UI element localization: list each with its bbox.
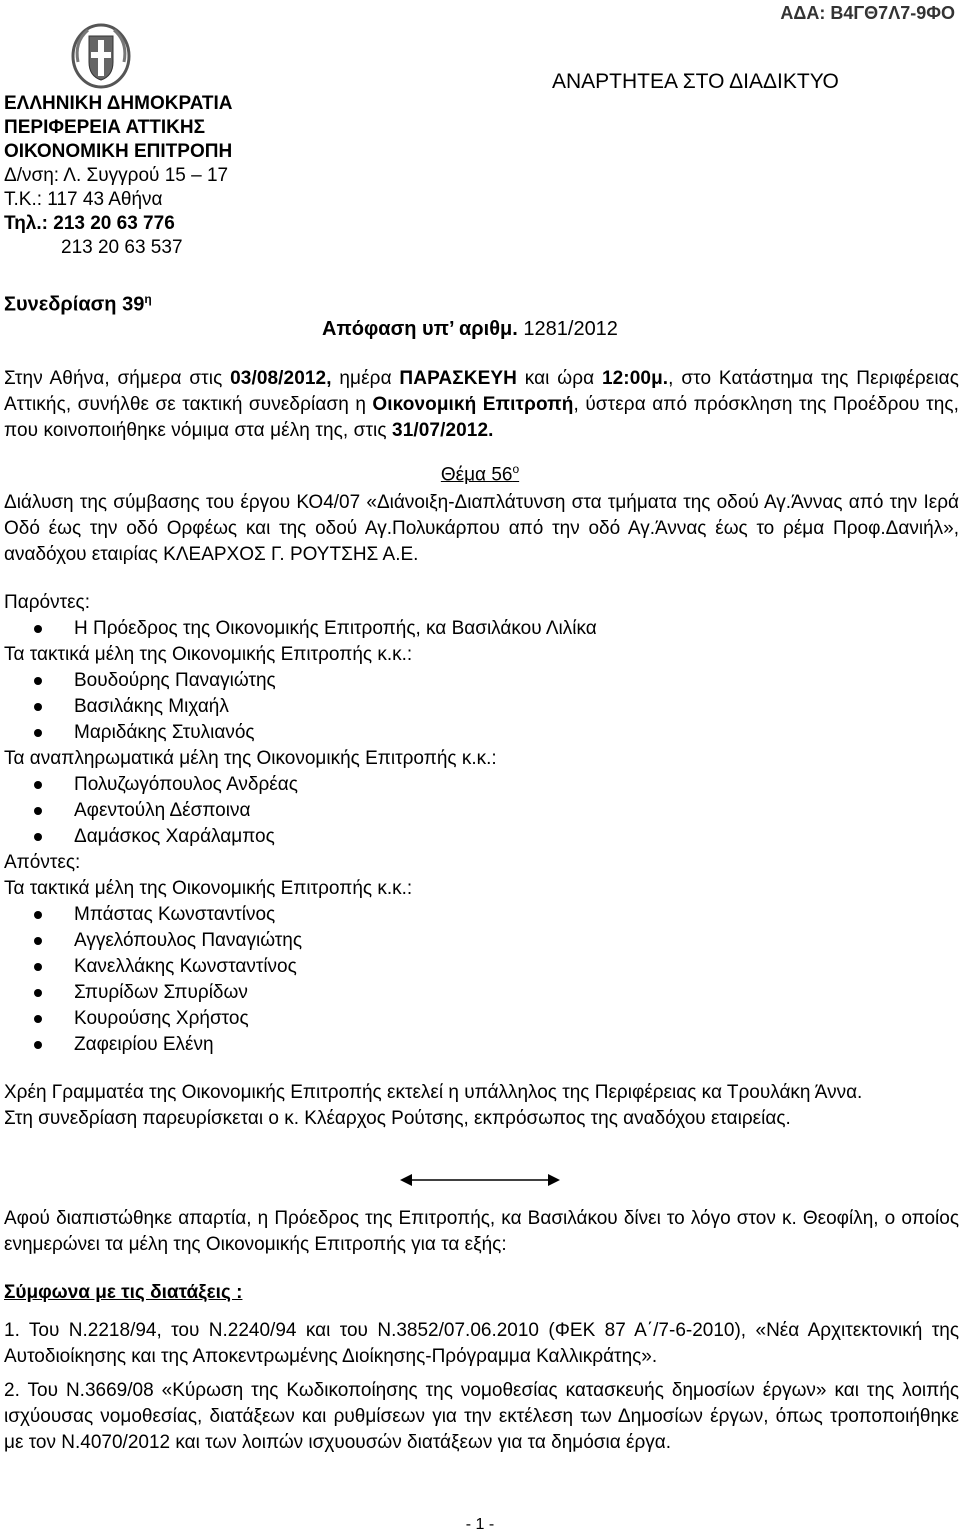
list-item: Αγγελόπουλος Παναγιώτης (4, 928, 954, 954)
attendance-list (4, 590, 954, 1058)
regular-members-label: Τα τακτικά μέλη της Οικονομικής Επιτροπής κ.κ.: (4, 644, 413, 665)
document-header (4, 92, 232, 260)
list-item: 1. Του Ν.2218/94, του Ν.2240/94 και του Ν.3852/07.06.2010 (ΦΕΚ 87 Α΄/7-6-2010), «Νέα Αρχιτεκτονική της Αυτοδιοίκησης και της Αποκεντρωμένης Διοίκησης-Πρόγραμμα Καλλικράτης». (4, 1320, 959, 1367)
header-phone-2: 213 20 63 537 (61, 237, 183, 258)
list-item: Βασιλάκης Μιχαήλ (4, 694, 954, 720)
list-item: Αφεντούλη Δέσποινα (4, 798, 954, 824)
double-arrow-icon (400, 1172, 560, 1188)
provisions-title: Σύμφωνα με τις διατάξεις : (4, 1282, 243, 1303)
header-postcode: Τ.Κ.: 117 43 Αθήνα (4, 189, 163, 210)
header-line: ΟΙΚΟΝΟΜΙΚΗ ΕΠΙΤΡΟΠΗ (4, 141, 233, 162)
alternate-members-label: Τα αναπληρωματικά μέλη της Οικονομικής Επιτροπής κ.κ.: (4, 748, 497, 769)
list-item: Η Πρόεδρος της Οικονομικής Επιτροπής, κα Βασιλάκου Λιλίκα (4, 616, 954, 642)
list-item: Ζαφειρίου Ελένη (4, 1032, 954, 1058)
list-item: Μαριδάκης Στυλιανός (4, 720, 954, 746)
header-phone: Τηλ.: 213 20 63 776 (4, 213, 175, 234)
page-number: - 1 - (465, 1516, 495, 1533)
list-item: Σπυρίδων Σπυρίδων (4, 980, 954, 1006)
list-item: Βουδούρης Παναγιώτης (4, 668, 954, 694)
ada-code: ΑΔΑ: Β4ΓΘ7Λ7-9ΦΟ (780, 3, 955, 23)
header-line: ΕΛΛΗΝΙΚΗ ΔΗΜΟΚΡΑΤΙΑ (4, 93, 233, 114)
secretary-text: Χρέη Γραμματέα της Οικονομικής Επιτροπής εκτελεί η υπάλληλος της Περιφέρειας κα Τρουλάκη Άννα. (4, 1082, 863, 1103)
list-item: 2. Του Ν.3669/08 «Κύρωση της Κωδικοποίησης της νομοθεσίας κατασκευής δημοσίων έργων» και της λοιπής ισχύουσας νομοθεσίας, διατάξεων και ρυθμίσεων για την εκτέλεση των Δημοσίων έργων, όπως τροποποιήθηκε με τον Ν.4070/2012 και των λοιπών ισχυουσών διατάξεων για τα δημόσια έργα. (4, 1380, 959, 1453)
absent-members-label: Τα τακτικά μέλη της Οικονομικής Επιτροπής κ.κ.: (4, 878, 413, 899)
absent-label: Απόντες: (4, 852, 81, 873)
present-label: Παρόντες: (4, 592, 90, 613)
secretary-paragraph (4, 1080, 959, 1132)
decision-number: Απόφαση υπ’ αριθμ. 1281/2012 (322, 318, 618, 340)
header-address: Δ/νση: Λ. Συγγρού 15 – 17 (4, 165, 229, 186)
session-number: Συνεδρίαση $39^\eta$ (4, 292, 152, 316)
posted-online-label: ΑΝΑΡΤΗΤΕΑ ΣΤΟ ΔΙΑΔΙΚΤΥΟ (552, 70, 839, 93)
list-item: Μπάστας Κωνσταντίνος (4, 902, 954, 928)
quorum-paragraph: Αφού διαπιστώθηκε απαρτία, η Πρόεδρος της Επιτροπής, κα Βασιλάκου δίνει το λόγο στον κ. Θεοφίλη, ο οποίος ενημερώνει τα μέλη της Οικονομικής Επιτροπής για τα εξής: (4, 1208, 959, 1255)
guest-text: Στη συνεδρίαση παρευρίσκεται ο κ. Κλέαρχος Ρούτσης, εκπρόσωπος της αναδόχου εταιρείας. (4, 1108, 791, 1129)
provisions-list (4, 1318, 959, 1464)
intro-paragraph: Στην Αθήνα, σήμερα στις 03/08/2012, ημέρα ΠΑΡΑΣΚΕΥΗ και ώρα 12:00μ., στο Κατάστημα της Περιφέρειας Αττικής, συνήλθε σε τακτική συνεδρίαση η Οικονομική Επιτροπή, ύστερα από πρόσκληση της Προέδρου της, που κοινοποιήθηκε νόμιμα στα μέλη της, στις 31/07/2012. (4, 368, 960, 441)
list-item: Δαμάσκος Χαράλαμπος (4, 824, 954, 850)
greek-emblem-icon (70, 22, 132, 90)
header-line: ΠΕΡΙΦΕΡΕΙΑ ΑΤΤΙΚΗΣ (4, 117, 206, 138)
subject-title: Θέμα $56^o$ (440, 462, 520, 486)
subject-text: Διάλυση της σύμβασης του έργου ΚΟ4/07 «Διάνοιξη-Διαπλάτυνση στα τμήματα της οδού Αγ.Άννας από την Ιερά Οδό έως την οδό Ορφέως και της οδού Αγ.Πολυκάρπου από την οδό Αγ.Άννας έως το ρέμα Προφ.Δανιήλ», αναδόχου εταιρίας ΚΛΕΑΡΧΟΣ Γ. ΡΟΥΤΣΗΣ Α.Ε. (4, 492, 959, 565)
list-item: Κανελλάκης Κωνσταντίνος (4, 954, 954, 980)
list-item: Πολυζωγόπουλος Ανδρέας (4, 772, 954, 798)
list-item: Κουρούσης Χρήστος (4, 1006, 954, 1032)
